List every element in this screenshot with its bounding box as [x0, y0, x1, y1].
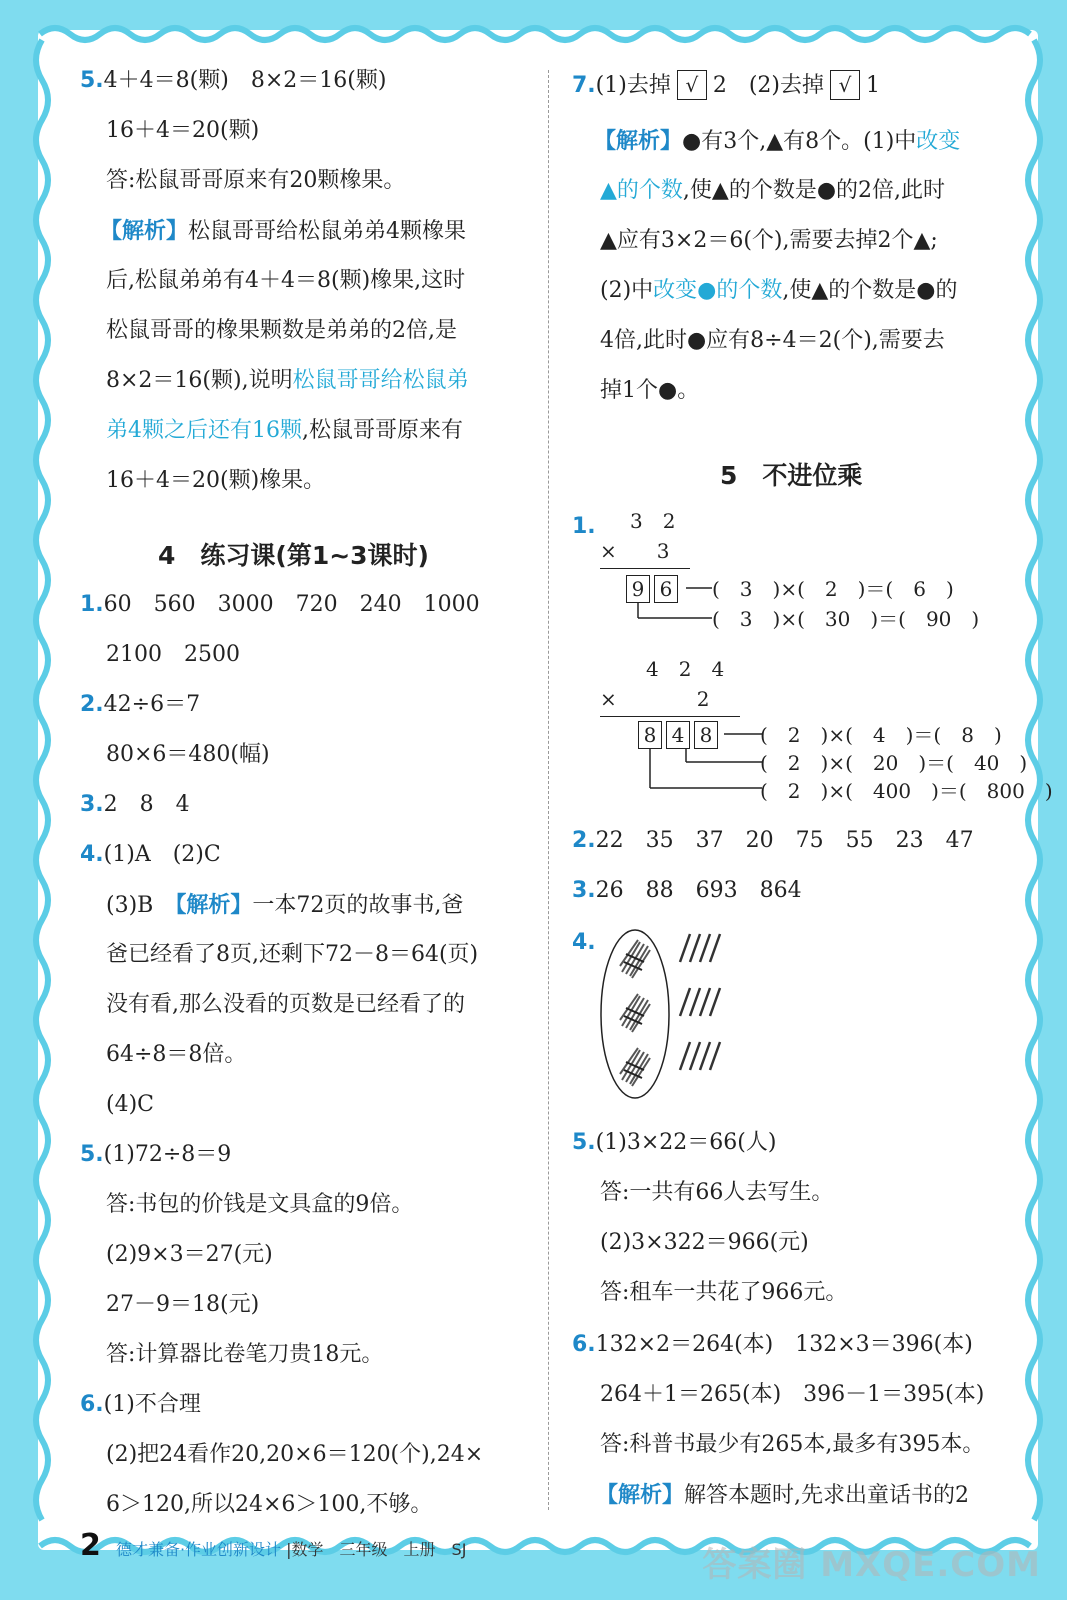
r-q6-line2: 264＋1＝265(本) 396－1＝395(本)	[600, 1382, 985, 1407]
q5a-jiexi3: 松鼠哥哥的橡果颗数是弟弟的2倍,是	[106, 318, 457, 343]
mult1-row2: ( 3 )×( 30 )＝( 90 )	[712, 607, 980, 631]
r-q7-jiexi1	[594, 126, 960, 157]
q5a-jiexi1	[100, 216, 466, 247]
q5a-line2: 16＋4＝20(颗)	[106, 118, 260, 143]
r-q1-number-wrap	[572, 512, 596, 542]
r-q7-j4-text: (2)中	[600, 278, 654, 303]
r-q7-part1: (1)去掉	[595, 73, 671, 98]
jiexi-tag: 【解析】	[594, 128, 683, 154]
r-q7-jiexi2	[600, 176, 945, 206]
r-q4-number: 4.	[572, 930, 596, 955]
page-number: 2	[80, 1528, 101, 1563]
r-q7-jiexi5: 4倍,此时●应有8÷4＝2(个),需要去	[600, 328, 945, 353]
r-q6-number: 6.	[572, 1332, 596, 1357]
l-q5-number: 5.	[80, 1142, 104, 1167]
l-q4-text1: (1)A (2)C	[103, 842, 221, 867]
l-q5-text1: (1)72÷8＝9	[103, 1142, 232, 1167]
mult1-connectors	[630, 574, 720, 624]
l-q2-line2: 80×6＝480(幅)	[106, 742, 270, 767]
l-q3-line1	[80, 790, 190, 820]
r-q3-text1: 26 88 693 864	[595, 878, 802, 903]
mult1-digit-ones: 6	[654, 575, 678, 603]
mult1-top: 3 2	[630, 509, 676, 533]
l-q5-line4: 27－9＝18(元)	[106, 1292, 260, 1317]
q5a-jiexi4	[106, 366, 469, 396]
q5a-number: 5.	[80, 68, 104, 93]
l-q1-text1: 60 560 3000 720 240 1000	[103, 592, 480, 617]
r-q3-line1	[572, 876, 802, 906]
l-q3-number: 3.	[80, 792, 104, 817]
jiexi-tag: 【解析】	[100, 218, 189, 244]
r-q5-line2: 答:一共有66人去写生。	[600, 1180, 834, 1205]
mult2-digit-ones: 8	[694, 721, 718, 749]
footer-subject: |数学 三年级 上册 SJ	[286, 1540, 467, 1559]
r-q1-number: 1.	[572, 514, 596, 539]
l-q4-number: 4.	[80, 842, 104, 867]
r-q6-text1: 132×2＝264(本) 132×3＝396(本)	[595, 1332, 973, 1357]
r-q4-number-wrap	[572, 928, 596, 958]
r-q5-line4: 答:租车一共花了966元。	[600, 1280, 848, 1305]
q5a-jiexi4-highlight: 松鼠哥哥给松鼠弟	[292, 368, 469, 393]
l-q6-line3: 6＞120,所以24×6＞100,不够。	[106, 1492, 433, 1517]
mult1-digit-tens: 9	[626, 575, 650, 603]
r-q7-number: 7.	[572, 73, 596, 98]
r-q2-line1	[572, 826, 974, 856]
page-footer	[80, 1528, 466, 1563]
r-q7-jiexi4	[600, 276, 957, 306]
r-q2-number: 2.	[572, 828, 596, 853]
l-q2-line1	[80, 690, 200, 720]
l-q4-line3: 爸已经看了8页,还剩下72－8＝64(页)	[106, 942, 479, 967]
l-q4-part3: (3)B	[106, 893, 154, 918]
section-4-title: 4 练习课(第1~3课时)	[158, 541, 429, 570]
r-q7-j1-text: ●有3个,▲有8个。(1)中	[682, 129, 917, 154]
r-q7-jiexi6: 掉1个●。	[600, 378, 700, 403]
l-q1-line1	[80, 590, 480, 620]
r-q7-part2: 2 (2)去掉	[712, 73, 825, 98]
q5a-jiexi1-text: 松鼠哥哥给松鼠弟弟4颗橡果	[188, 219, 467, 244]
r-q7-line1	[572, 70, 880, 101]
q5a-jiexi2: 后,松鼠弟弟有4＋4＝8(颗)橡果,这时	[106, 268, 466, 293]
q5a-text1: 4＋4＝8(颗) 8×2＝16(颗)	[103, 68, 387, 93]
r-q7-j1-highlight: 改变	[916, 129, 961, 154]
l-q4-line6: (4)C	[106, 1092, 154, 1117]
q5a-answer: 答:松鼠哥哥原来有20颗橡果。	[106, 168, 406, 193]
l-q6-text1: (1)不合理	[103, 1392, 201, 1417]
r-q5-line3: (2)3×322＝966(元)	[600, 1230, 809, 1255]
mult1-multiplier: × 3	[600, 539, 670, 563]
column-divider	[548, 70, 549, 1510]
q5a-jiexi5-highlight: 弟4颗之后还有16颗	[106, 418, 302, 443]
l-q4-line5: 64÷8＝8倍。	[106, 1042, 247, 1067]
mult2-rule	[600, 716, 740, 717]
r-q7-j2-text: ,使▲的个数是●的2倍,此时	[682, 178, 946, 203]
mult1-rule	[600, 568, 690, 569]
r-q6-line3: 答:科普书最少有265本,最多有395本。	[600, 1432, 985, 1457]
check-box-1: √	[677, 70, 707, 100]
q5a-jiexi5	[106, 416, 463, 446]
mult2-digit-hundreds: 8	[638, 721, 662, 749]
r-q3-number: 3.	[572, 878, 596, 903]
l-q6-line2: (2)把24看作20,20×6＝120(个),24×	[106, 1442, 484, 1467]
r-q7-part3: 1	[866, 73, 881, 98]
l-q1-number: 1.	[80, 592, 104, 617]
l-q4-jiexi-text: 一本72页的故事书,爸	[252, 893, 464, 918]
r-q7-j4-highlight: 改变●的个数	[653, 278, 783, 303]
mult2-digit-tens: 4	[666, 721, 690, 749]
l-q5-line1	[80, 1140, 231, 1170]
l-q5-line2: 答:书包的价钱是文具盒的9倍。	[106, 1192, 414, 1217]
r-q5-line1	[572, 1128, 776, 1158]
mult1-row1: ( 3 )×( 2 )＝( 6 )	[712, 577, 954, 601]
r-q6-jiexi	[596, 1480, 969, 1511]
q5a-jiexi6: 16＋4＝20(颗)橡果。	[106, 468, 326, 493]
l-q2-text1: 42÷6＝7	[103, 692, 201, 717]
mult2-top: 4 2 4	[646, 657, 725, 681]
r-q7-jiexi3: ▲应有3×2＝6(个),需要去掉2个▲;	[600, 228, 938, 253]
l-q5-line5: 答:计算器比卷笔刀贵18元。	[106, 1342, 384, 1367]
watermark-logo: 答案圈 MXQE.COM	[702, 1545, 1041, 1585]
mult2-row2: ( 2 )×( 20 )＝( 40 )	[760, 751, 1028, 775]
l-q1-line2: 2100 2500	[106, 642, 240, 667]
l-q3-text1: 2 8 4	[103, 792, 190, 817]
mult2-row1: ( 2 )×( 4 )＝( 8 )	[760, 723, 1002, 747]
r-q7-j2-highlight: ▲的个数	[600, 178, 683, 203]
mult2-connectors	[640, 720, 770, 792]
r-q2-text1: 22 35 37 20 75 55 23 47	[595, 828, 974, 853]
r-q5-text1: (1)3×22＝66(人)	[595, 1130, 777, 1155]
check-box-2: √	[830, 70, 860, 100]
l-q6-line1	[80, 1390, 201, 1420]
section-5-title: 5 不进位乘	[720, 461, 863, 490]
q5a-jiexi4-text: 8×2＝16(颗),说明	[106, 368, 293, 393]
r-q6-jiexi-text: 解答本题时,先求出童话书的2	[684, 1483, 970, 1508]
q5a-jiexi5-text: ,松鼠哥哥原来有	[302, 418, 463, 443]
l-q4-line2	[106, 890, 463, 921]
r-q5-number: 5.	[572, 1130, 596, 1155]
l-q2-number: 2.	[80, 692, 104, 717]
mult2-multiplier: × 2	[600, 687, 710, 711]
l-q4-line1	[80, 840, 221, 870]
footer-brand: 德才兼备·作业创新设计	[115, 1540, 282, 1559]
l-q5-line3: (2)9×3＝27(元)	[106, 1242, 273, 1267]
jiexi-tag: 【解析】	[596, 1482, 685, 1508]
l-q4-line4: 没有看,那么没看的页数是已经看了的	[106, 992, 465, 1017]
jiexi-tag: 【解析】	[175, 892, 253, 918]
l-q6-number: 6.	[80, 1392, 104, 1417]
mult2-row3: ( 2 )×( 400 )＝( 800 )	[760, 779, 1053, 803]
stick-bundles-illustration	[598, 928, 738, 1104]
r-q6-line1	[572, 1330, 973, 1360]
q5a-line1	[80, 66, 386, 96]
r-q7-j4-text2: ,使▲的个数是●的	[782, 278, 958, 303]
